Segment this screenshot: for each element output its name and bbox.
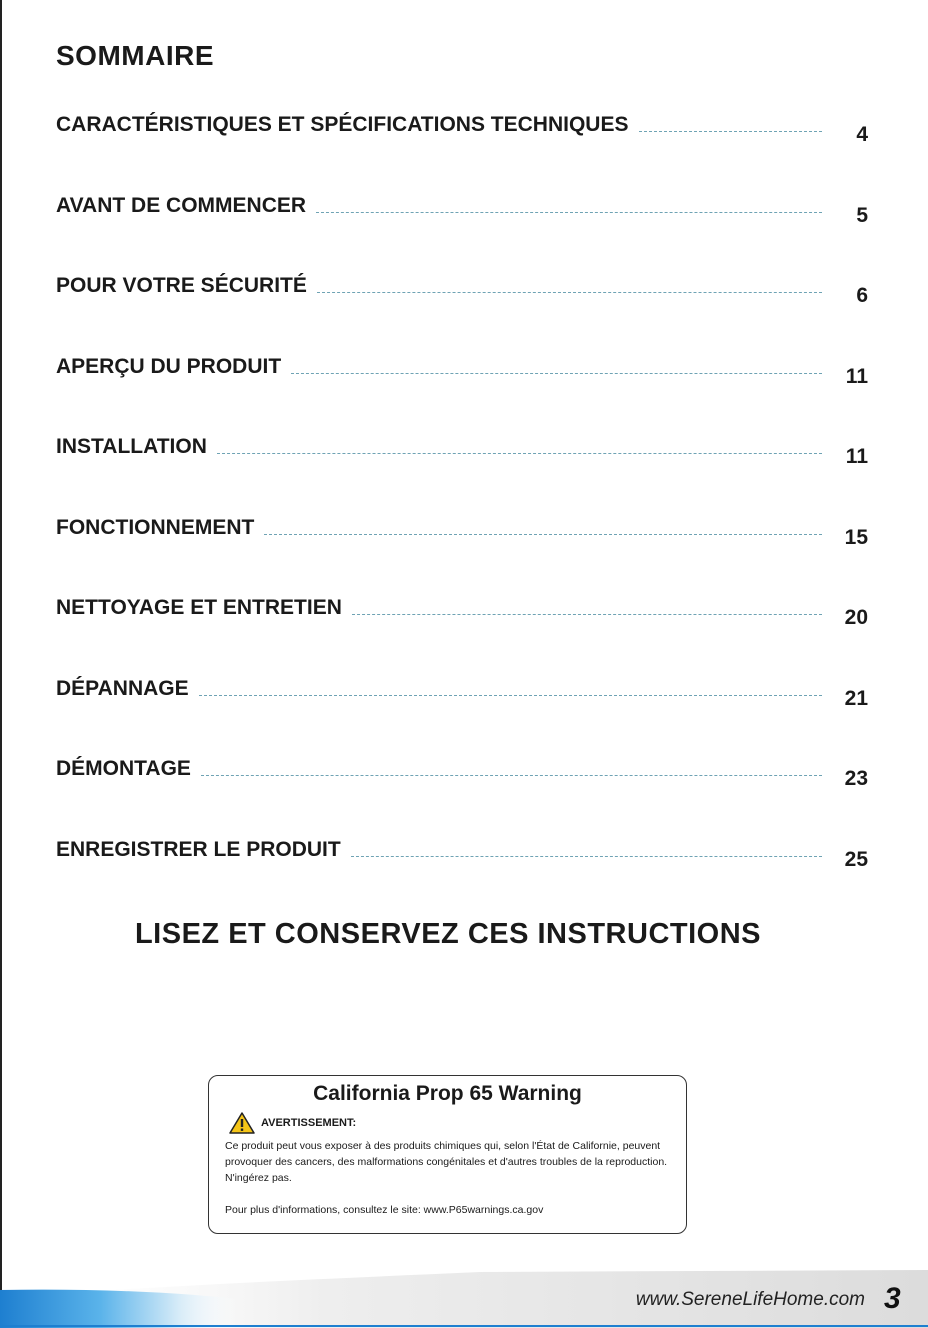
toc-entry-page: 20 <box>844 606 868 629</box>
toc-entry-page: 4 <box>856 123 868 146</box>
read-instructions-heading: LISEZ ET CONSERVEZ CES INSTRUCTIONS <box>134 918 762 950</box>
toc-leader-dots <box>264 533 822 535</box>
toc-entry-label: AVANT DE COMMENCER <box>56 193 307 217</box>
warning-more-info: Pour plus d'informations, consultez le site: www.P65warnings.ca.gov <box>225 1204 544 1216</box>
toc-entry-label: ENREGISTRER LE PRODUIT <box>56 837 341 861</box>
toc-entry[interactable] <box>56 112 868 146</box>
toc-entry-label: NETTOYAGE ET ENTRETIEN <box>56 596 342 619</box>
toc-leader-dots <box>316 211 822 213</box>
toc-entry-page: 11 <box>845 364 868 388</box>
website-url: www.SereneLifeHome.com <box>635 1289 865 1310</box>
warning-text: Ce produit peut vous exposer à des produits chimiques qui, selon l'État de Californie, peuvent provoquer des cancers, des malformations congénitales et d'autres troubles de la reproduction. N'ingérez pas. <box>225 1140 668 1184</box>
toc-entry-page: 25 <box>844 847 868 871</box>
toc-entry-page: 15 <box>844 525 868 549</box>
toc-entry-label: INSTALLATION <box>56 435 207 458</box>
toc-entry[interactable] <box>56 354 868 388</box>
toc-entry-page: 11 <box>845 445 868 468</box>
toc-entry-page: 21 <box>844 686 868 710</box>
toc-leader-dots <box>217 452 822 454</box>
toc-entry[interactable] <box>56 434 868 468</box>
toc-leader-dots <box>352 613 822 615</box>
toc-leader-dots <box>199 694 822 696</box>
page-title: SOMMAIRE <box>56 40 214 71</box>
toc-leader-dots <box>639 130 823 132</box>
warning-triangle-icon <box>229 1112 255 1134</box>
toc-entry-page: 5 <box>856 203 868 227</box>
toc-leader-dots <box>291 372 822 374</box>
toc-leader-dots <box>201 774 822 776</box>
toc-entry[interactable] <box>56 676 868 710</box>
toc-entry-label: CARACTÉRISTIQUES ET SPÉCIFICATIONS TECHNIQUES <box>56 113 629 136</box>
toc-entry[interactable] <box>56 515 868 549</box>
toc-entry[interactable] <box>56 837 868 871</box>
toc-entry[interactable] <box>56 273 868 307</box>
warning-header <box>229 1112 356 1134</box>
toc-entry-page: 23 <box>844 767 868 790</box>
toc-entry-label: POUR VOTRE SÉCURITÉ <box>56 274 307 297</box>
toc-entry-page: 6 <box>856 284 868 307</box>
left-border-rule <box>0 0 2 1328</box>
toc-entry-label: DÉMONTAGE <box>56 757 191 780</box>
toc-entry[interactable] <box>56 756 868 790</box>
toc-entry[interactable] <box>56 595 868 629</box>
toc-entry-label: APERÇU DU PRODUIT <box>56 354 282 378</box>
warning-label: AVERTISSEMENT: <box>261 1117 357 1129</box>
toc-entry[interactable] <box>56 193 868 227</box>
prop65-warning-box <box>208 1075 687 1234</box>
toc-entry-label: FONCTIONNEMENT <box>56 515 255 539</box>
page-number: 3 <box>884 1282 901 1315</box>
toc-entry-label: DÉPANNAGE <box>56 676 189 700</box>
toc-leader-dots <box>351 855 822 857</box>
toc-leader-dots <box>317 291 822 293</box>
warning-title: California Prop 65 Warning <box>313 1082 582 1105</box>
